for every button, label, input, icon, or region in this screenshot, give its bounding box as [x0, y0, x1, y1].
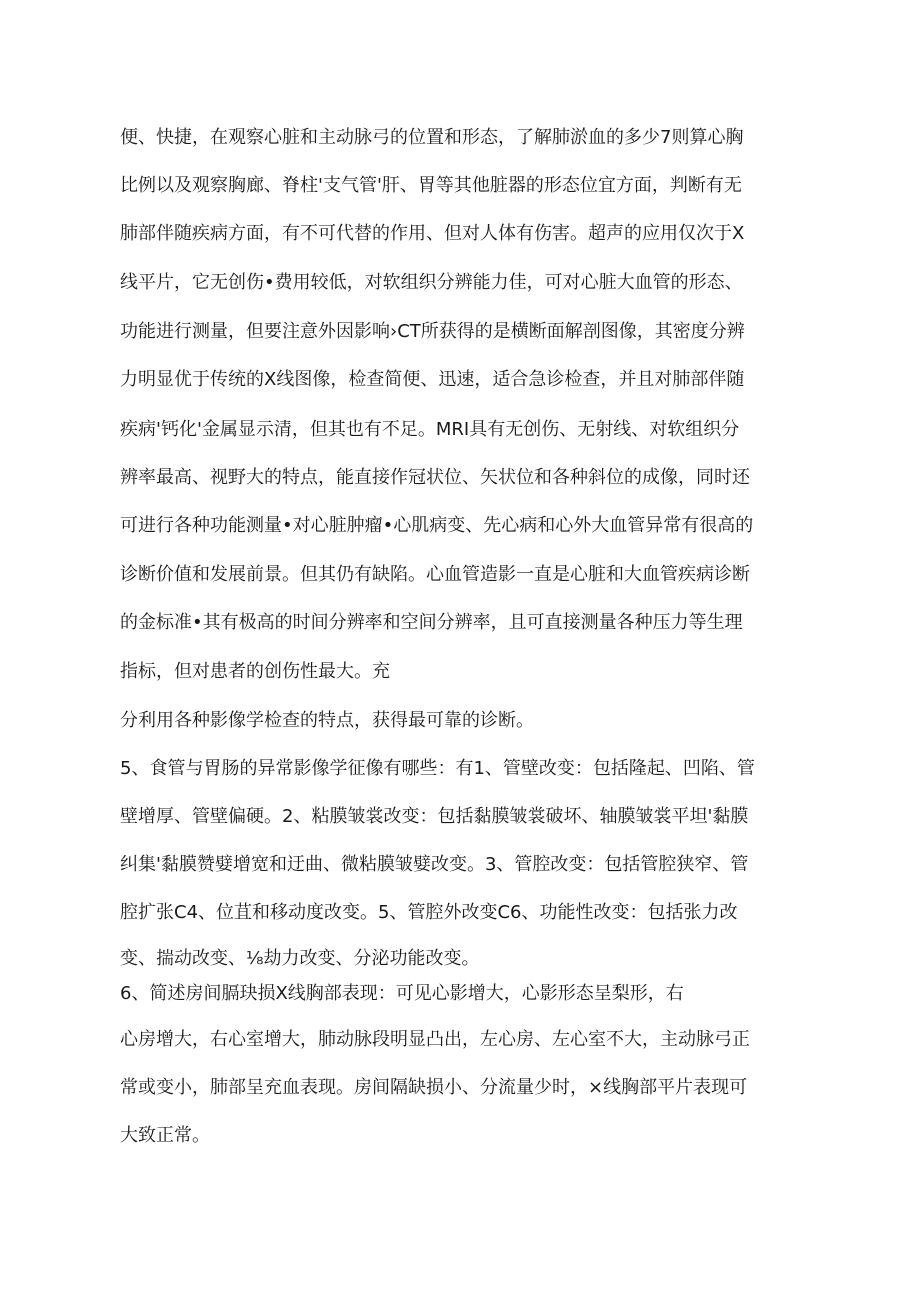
text-line: 大致正常。 [120, 1125, 210, 1146]
text-line: 力明显优于传统的X线图像，检查简便、迅速，适合急诊检查，并且对肺部伴随 [120, 369, 745, 390]
text-line: 变、揣动改变、⅛劫力改变、分泌功能改变。 [120, 948, 480, 969]
text-line: 可进行各种功能测量•对心脏肿瘤•心肌病变、先心病和心外大血管异常有很高的 [120, 515, 754, 536]
text-line: 纠集'黏膜赞嬖增宽和迂曲、微粘膜皱嬖改变。3、管腔改变：包括管腔狭窄、管 [120, 854, 749, 875]
text-line: 壁增厚、管壁偏硬。2、粘膜皱裳改变：包括黏膜皱裳破坏、轴膜皱裳平坦'黏膜 [120, 806, 749, 827]
text-line: 指标，但对患者的创伤性最大。充 [120, 661, 390, 682]
text-line: 疾病'钙化'金属显示清，但其也有不足。MRI具有无创伤、无射线、对软组织分 [120, 419, 740, 440]
text-line: 线平片，它无创伤•费用较低，对软组织分辨能力佳，可对心脏大血管的形态、 [120, 272, 743, 293]
text-line: 心房增大，右心室增大，肺动脉段明显凸出，左心房、左心室不大，主动脉弓正 [120, 1029, 750, 1050]
text-line: 功能进行测量，但要注意外因影响›CT所获得的是横断面解剖图像，其密度分辨 [120, 321, 745, 342]
text-line: 腔扩张C4、位苴和移动度改变。5、管腔外改变C6、功能性改变：包括张力改 [120, 902, 738, 923]
text-line: 肺部伴随疾病方面，有不可代替的作用、但对人体有伤害。超声的应用仅次于X [120, 223, 745, 244]
text-line: 便、快捷，在观察心脏和主动脉弓的位置和形态，了解肺淤血的多少7则算心胸 [120, 127, 744, 148]
text-line: 比例以及观察胸廊、脊柱'支气管'肝、胃等其他脏器的形态位宜方面，判断有无 [120, 175, 742, 196]
text-line: 辨率最高、视野大的特点，能直接作冠状位、矢状位和各种斜位的成像，同时还 [120, 467, 750, 488]
text-line: 5、食管与胃肠的异常影像学征像有哪些：有1、管壁改变：包括隆起、凹陷、管 [120, 758, 755, 779]
text-line: 的金标准•其有极高的时间分辨率和空间分辨率，且可直接测量各种压力等生理 [120, 612, 743, 633]
text-line: 分利用各种影像学检查的特点，获得最可靠的诊断。 [120, 710, 534, 731]
text-line: 常或变小，肺部呈充血表现。房间隔缺损小、分流量少时，×线胸部平片表现可 [120, 1077, 748, 1098]
text-line: 诊断价值和发展前景。但其仍有缺陷。心血管造影一直是心脏和大血管疾病诊断 [120, 564, 750, 585]
text-line: 6、简述房间膈玦损X线胸部表现：可见心影增大，心影形态呈梨形，右 [120, 983, 684, 1004]
